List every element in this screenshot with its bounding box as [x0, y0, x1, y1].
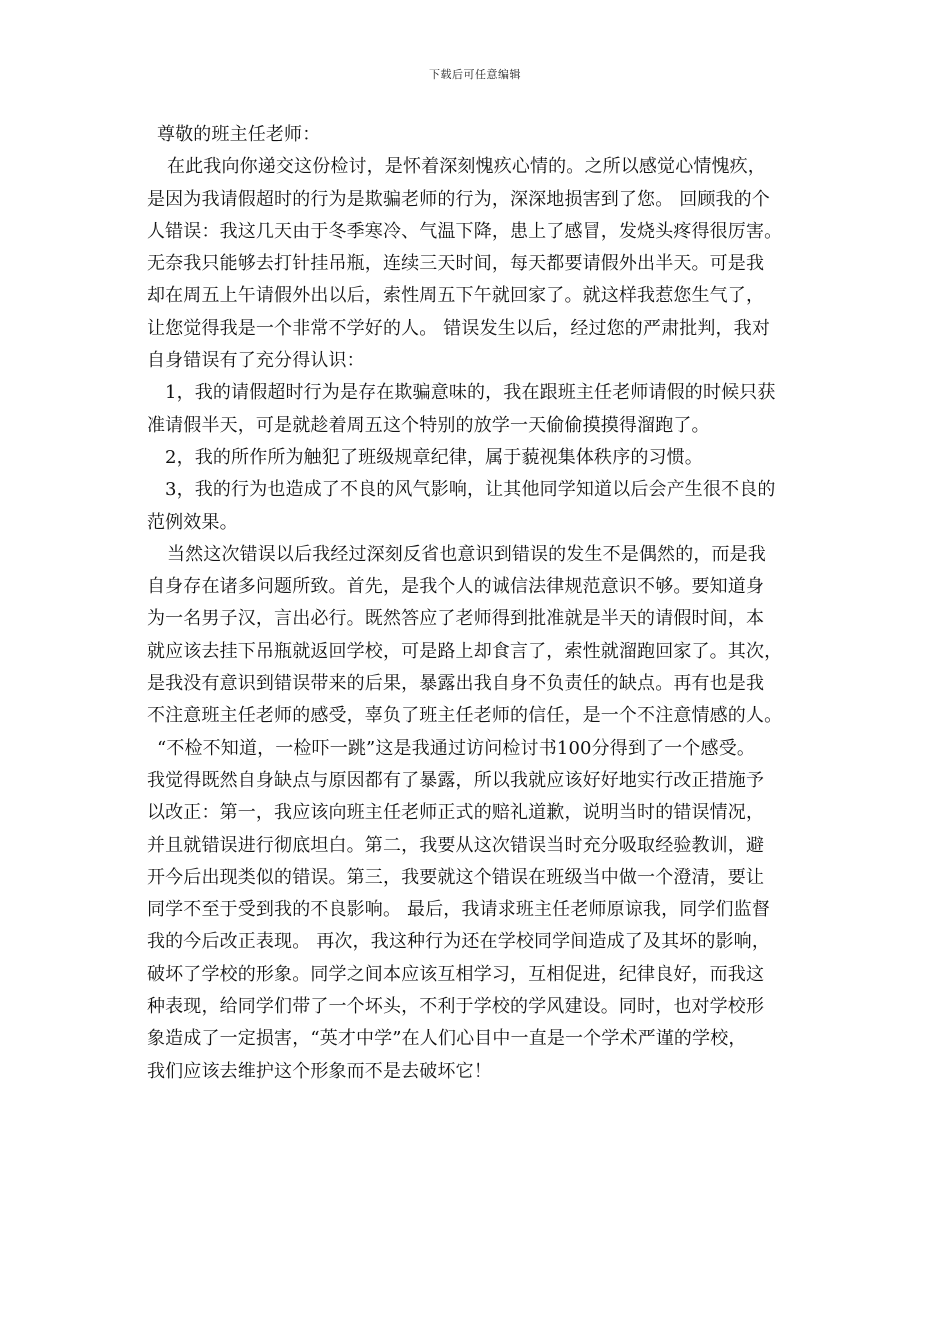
text-line: 我觉得既然自身缺点与原因都有了暴露，所以我就应该好好地实行改正措施予	[147, 769, 765, 791]
text-line: 为一名男子汉，言出必行。既然答应了老师得到批准就是半天的请假时间，本	[147, 608, 765, 630]
text-line: 就应该去挂下吊瓶就返回学校，可是路上却食言了，索性就溜跑回家了。其次，	[147, 640, 783, 662]
text-line: 种表现，给同学们带了一个坏头，不利于学校的学风建设。同时，也对学校形	[147, 996, 765, 1018]
text-line: 不注意班主任老师的感受，辜负了班主任老师的信任，是一个不注意情感的人。	[147, 705, 783, 727]
text-line: 让您觉得我是一个非常不学好的人。 错误发生以后，经过您的严肃批判，我对	[147, 317, 770, 339]
text-line: 破坏了学校的形象。同学之间本应该互相学习，互相促进，纪律良好，而我这	[147, 963, 765, 985]
text-line: 准请假半天，可是就趁着周五这个特别的放学一天偷偷摸摸得溜跑了。	[147, 414, 710, 436]
text-line: 人错误：我这几天由于冬季寒冷、气温下降，患上了感冒，发烧头疼得很厉害。	[147, 220, 783, 242]
salutation-line: 尊敬的班主任老师：	[157, 124, 321, 145]
text-line: 当然这次错误以后我经过深刻反省也意识到错误的发生不是偶然的，而是我	[167, 543, 766, 565]
text-line: 自身存在诸多问题所致。首先，是我个人的诚信法律规范意识不够。要知道身	[147, 576, 765, 598]
text-line: 同学不至于受到我的不良影响。 最后，我请求班主任老师原谅我，同学们监督	[147, 899, 770, 921]
text-line: 并且就错误进行彻底坦白。第二，我要从这次错误当时充分吸取经验教训，避	[147, 834, 765, 856]
text-line: 范例效果。	[147, 511, 238, 533]
text-line: 以改正：第一，我应该向班主任老师正式的赔礼道歉，说明当时的错误情况，	[147, 802, 765, 824]
text-line: 是因为我请假超时的行为是欺骗老师的行为，深深地损害到了您。 回顾我的个	[147, 188, 770, 210]
text-line: 自身错误有了充分得认识：	[147, 350, 365, 372]
document-body	[147, 119, 815, 1088]
text-line: 是我没有意识到错误带来的后果，暴露出我自身不负责任的缺点。再有也是我	[147, 673, 765, 695]
text-line: 我们应该去维护这个形象而不是去破坏它！	[147, 1060, 492, 1082]
list-item-line: 1，我的请假超时行为是存在欺骗意味的，我在跟班主任老师请假的时候只获	[165, 382, 776, 404]
text-line: 我的今后改正表现。 再次，我这种行为还在学校同学间造成了及其坏的影响，	[147, 931, 770, 953]
text-line: 象造成了一定损害，“英才中学”在人们心目中一直是一个学术严谨的学校，	[147, 1028, 747, 1050]
list-item-line: 3，我的行为也造成了不良的风气影响，让其他同学知道以后会产生很不良的	[165, 479, 776, 501]
text-line: “不检不知道，一检吓一跳”这是我通过访问检讨书100分得到了一个感受。	[157, 737, 756, 759]
text-line: 开今后出现类似的错误。第三，我要就这个错误在班级当中做一个澄清，要让	[147, 866, 765, 888]
text-line: 却在周五上午请假外出以后，索性周五下午就回家了。就这样我惹您生气了，	[147, 285, 765, 307]
text-line: 无奈我只能够去打针挂吊瓶，连续三天时间，每天都要请假外出半天。可是我	[147, 253, 765, 275]
list-item-line: 2，我的所作所为触犯了班级规章纪律，属于藐视集体秩序的习惯。	[165, 446, 703, 468]
text-line: 在此我向你递交这份检讨，是怀着深刻愧疚心情的。之所以感觉心情愧疚，	[167, 156, 766, 178]
page-header: 下载后可任意编辑	[429, 68, 521, 81]
